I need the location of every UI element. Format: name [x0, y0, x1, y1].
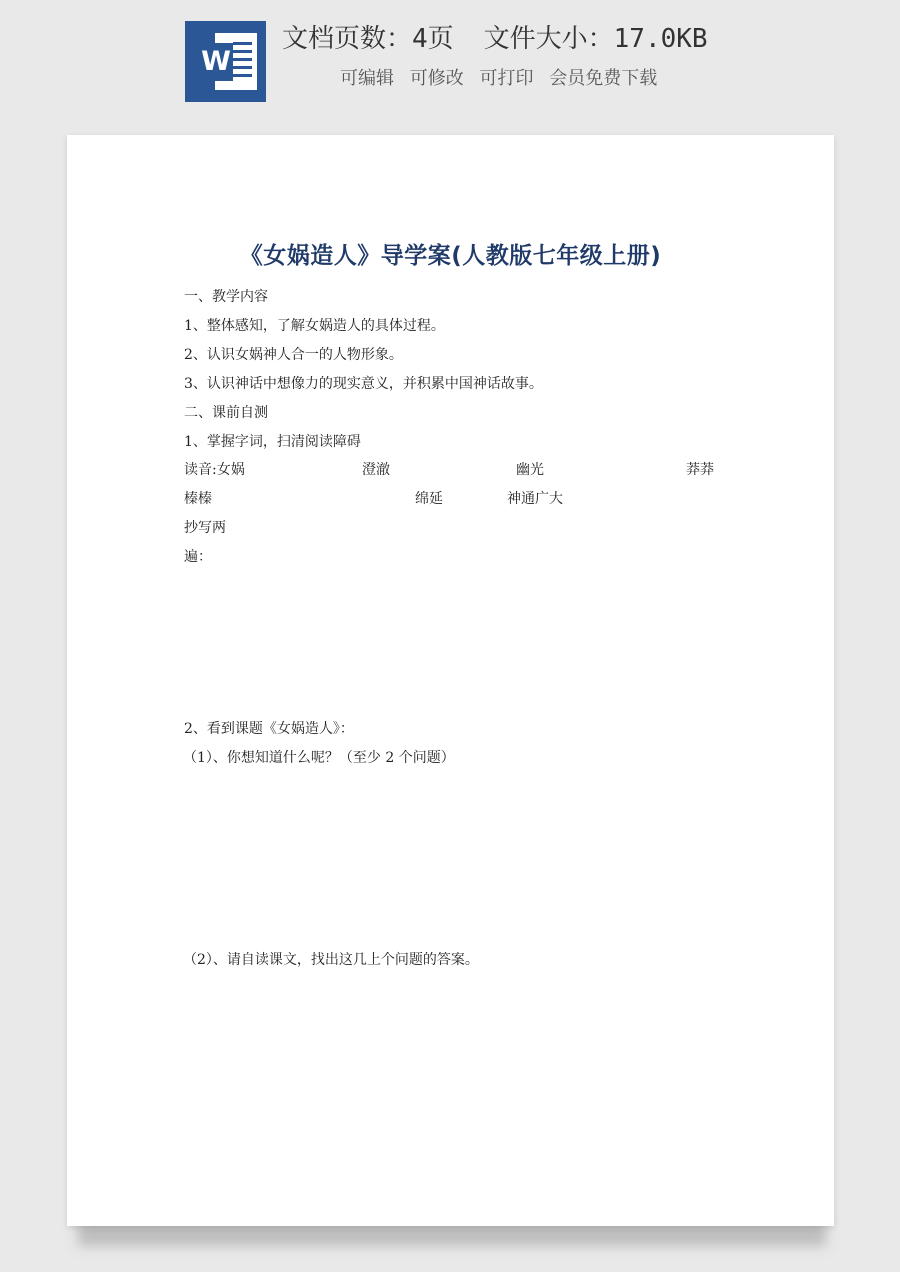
- document-page[interactable]: [67, 135, 834, 1226]
- section1-heading: 一、教学内容: [184, 289, 268, 305]
- question-2: （2）、请自读课文，找出这几上个问题的答案。: [183, 952, 479, 968]
- document-features: [340, 67, 667, 91]
- section1-item-1: 1、整体感知，了解女娲造人的具体过程。: [184, 318, 445, 334]
- feature-modifiable: 可修改: [409, 68, 464, 89]
- feature-editable: 可编辑: [340, 68, 394, 89]
- copy-instruction-line2: 遍：: [184, 549, 212, 565]
- feature-free-download: 会员免费下载: [549, 68, 658, 89]
- copy-instruction-line1: 抄写两: [184, 520, 226, 536]
- file-size: 文件大小：17.0KB: [483, 24, 708, 54]
- question-1: （1）、你想知道什么呢？（至少 2 个问题）: [183, 750, 455, 766]
- document-info: [282, 22, 708, 56]
- reading-word: 澄澈: [362, 462, 390, 478]
- task2-heading: 2、看到课题《女娲造人》：: [184, 721, 354, 737]
- reading-word: 幽光: [516, 462, 544, 478]
- page-count: 文档页数：4页: [282, 24, 454, 54]
- reading-label: 读音:女娲: [184, 462, 245, 478]
- document-title: 《女娲造人》导学案(人教版七年级上册): [239, 243, 662, 269]
- feature-printable: 可打印: [479, 68, 534, 89]
- word-document-icon: [185, 21, 266, 102]
- reading-word: 莽莽: [686, 462, 714, 478]
- section1-item-3: 3、认识神话中想像力的现实意义，并积累中国神话故事。: [184, 376, 543, 392]
- section1-item-2: 2、认识女娲神人合一的人物形象。: [184, 347, 403, 363]
- reading-word: 榛榛: [184, 491, 212, 507]
- reading-word: 神通广大: [507, 491, 563, 507]
- document-header: [0, 0, 900, 120]
- reading-word: 绵延: [415, 491, 443, 507]
- task1-heading: 1、掌握字词，扫清阅读障碍: [184, 434, 361, 450]
- word-icon-letter: W: [199, 43, 233, 81]
- section2-heading: 二、课前自测: [184, 405, 268, 421]
